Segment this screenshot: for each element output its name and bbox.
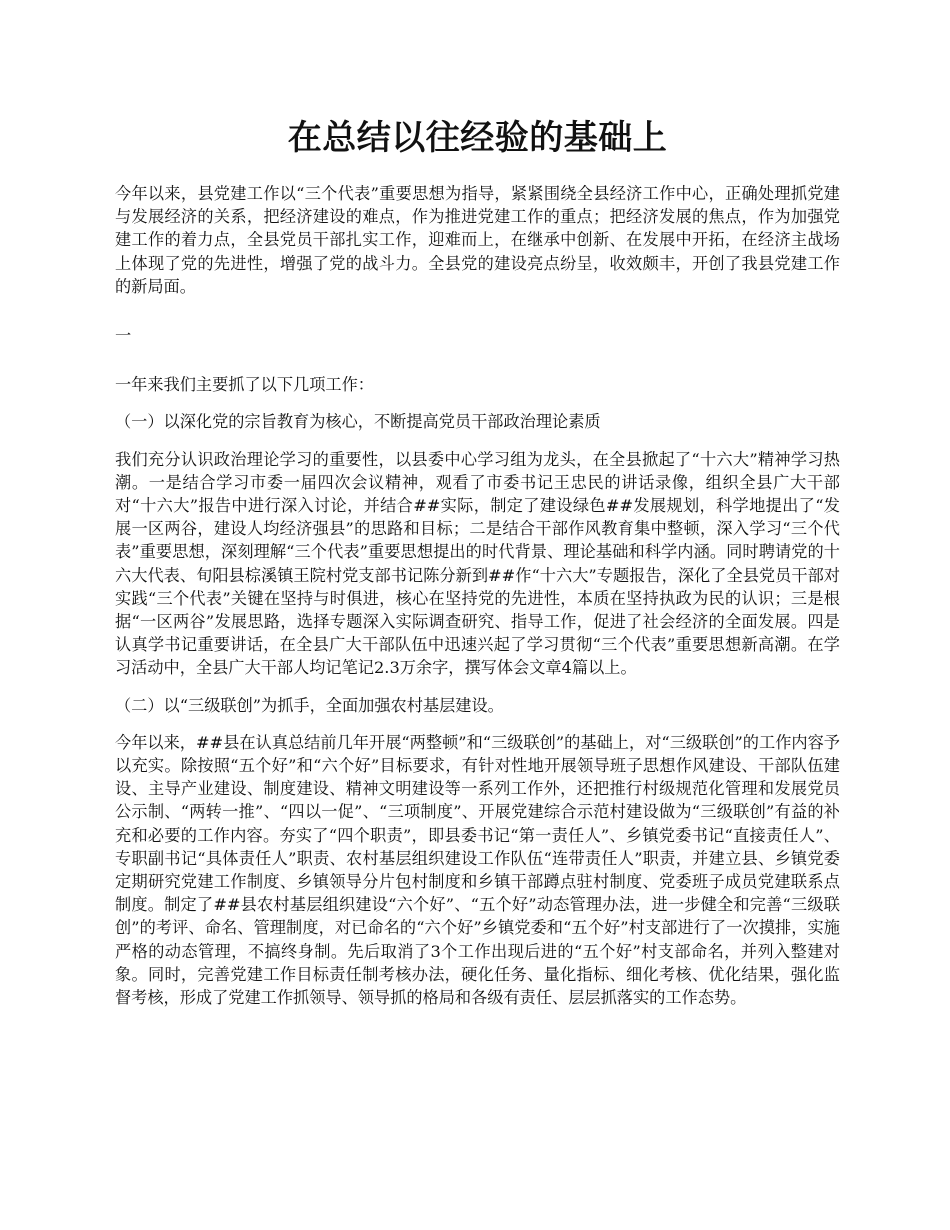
section-heading-1: （一）以深化党的宗旨教育为核心，不断提高党员干部政治理论素质: [115, 412, 601, 432]
lead-paragraph: 一年来我们主要抓了以下几项工作：: [115, 375, 374, 395]
section-heading-2: （二）以“三级联创”为抓手，全面加强农村基层建设。: [115, 695, 504, 715]
section-dash: 一: [115, 326, 132, 346]
intro-paragraph: 今年以来，县党建工作以“三个代表”重要思想为指导，紧紧围绕全县经济工作中心，正确处理抓党建与发展经济的关系，把经济建设的难点，作为推进党建工作的重点；把经济发展的焦点，作为加强党建工作的着力点，全县党员干部扎实工作，迎难而上，在继承中创新、在发展中开拓，在经济主战场上体现了党的先进性，增强了党的战斗力。全县党的建设亮点纷呈，收效颇丰，开创了我县党建工作的新局面。: [115, 184, 840, 296]
document-title: 在总结以往经验的基础上: [287, 118, 668, 158]
section-body-1: 我们充分认识政治理论学习的重要性，以县委中心学习组为龙头，在全县掀起了“十六大”精神学习热潮。一是结合学习市委一届四次会议精神，观看了市委书记王忠民的讲话录像，组织全县广大干部对“十六大”报告中进行深入讨论，并结合##实际，制定了建设绿色##发展规划，科学地提出了“发展一区两谷，建设人均经济强县”的思路和目标；二是结合干部作风教育集中整顿，深入学习“三个代表”重要思想，深刻理解“三个代表”重要思想提出的时代背景、理论基础和科学内涵。同时聘请党的十六大代表、旬阳县棕溪镇王院村党支部书记陈分新到##作“十六大”专题报告，深化了全县党员干部对实践“三个代表”关键在坚持与时俱进，核心在坚持党的先进性，本质在坚持执政为民的认识；三是根据“一区两谷”发展思路，选择专题深入实际调查研究、指导工作，促进了社会经济的全面发展。四是认真学书记重要讲话，在全县广大干部队伍中迅速兴起了学习贯彻“三个代表”重要思想新高潮。在学习活动中，全县广大干部人均记笔记2.3万余字，撰写体会文章4篇以上。: [115, 449, 840, 678]
section-body-2: 今年以来，##县在认真总结前几年开展“两整顿”和“三级联创”的基础上，对“三级联创”的工作内容予以充实。除按照“五个好”和“六个好”目标要求，有针对性地开展领导班子思想作风建设、干部队伍建设、主导产业建设、制度建设、精神文明建设等一系列工作外，还把推行村级规范化管理和发展党员公示制、“两转一推”、“四以一促”、“三项制度”、开展党建综合示范村建设做为“三级联创”有益的补充和必要的工作内容。夯实了“四个职责”，即县委书记“第一责任人”、乡镇党委书记“直接责任人”、专职副书记“具体责任人”职责、农村基层组织建设工作队伍“连带责任人”职责，并建立县、乡镇党委定期研究党建工作制度、乡镇领导分片包村制度和乡镇干部蹲点驻村制度、党委班子成员党建联系点制度。制定了##县农村基层组织建设“六个好”、“五个好”动态管理办法，进一步健全和完善“三级联创”的考评、命名、管理制度，对已命名的“六个好”乡镇党委和“五个好”村支部进行了一次摸排，实施严格的动态管理，不搞终身制。先后取消了3个工作出现后进的“五个好”村支部命名，并列入整建对象。同时，完善党建工作目标责任制考核办法，硬化任务、量化指标、细化考核、优化结果，强化监督考核，形成了党建工作抓领导、领导抓的格局和各级有责任、层层抓落实的工作态势。: [115, 732, 840, 1008]
document-page: [115, 0, 840, 1009]
